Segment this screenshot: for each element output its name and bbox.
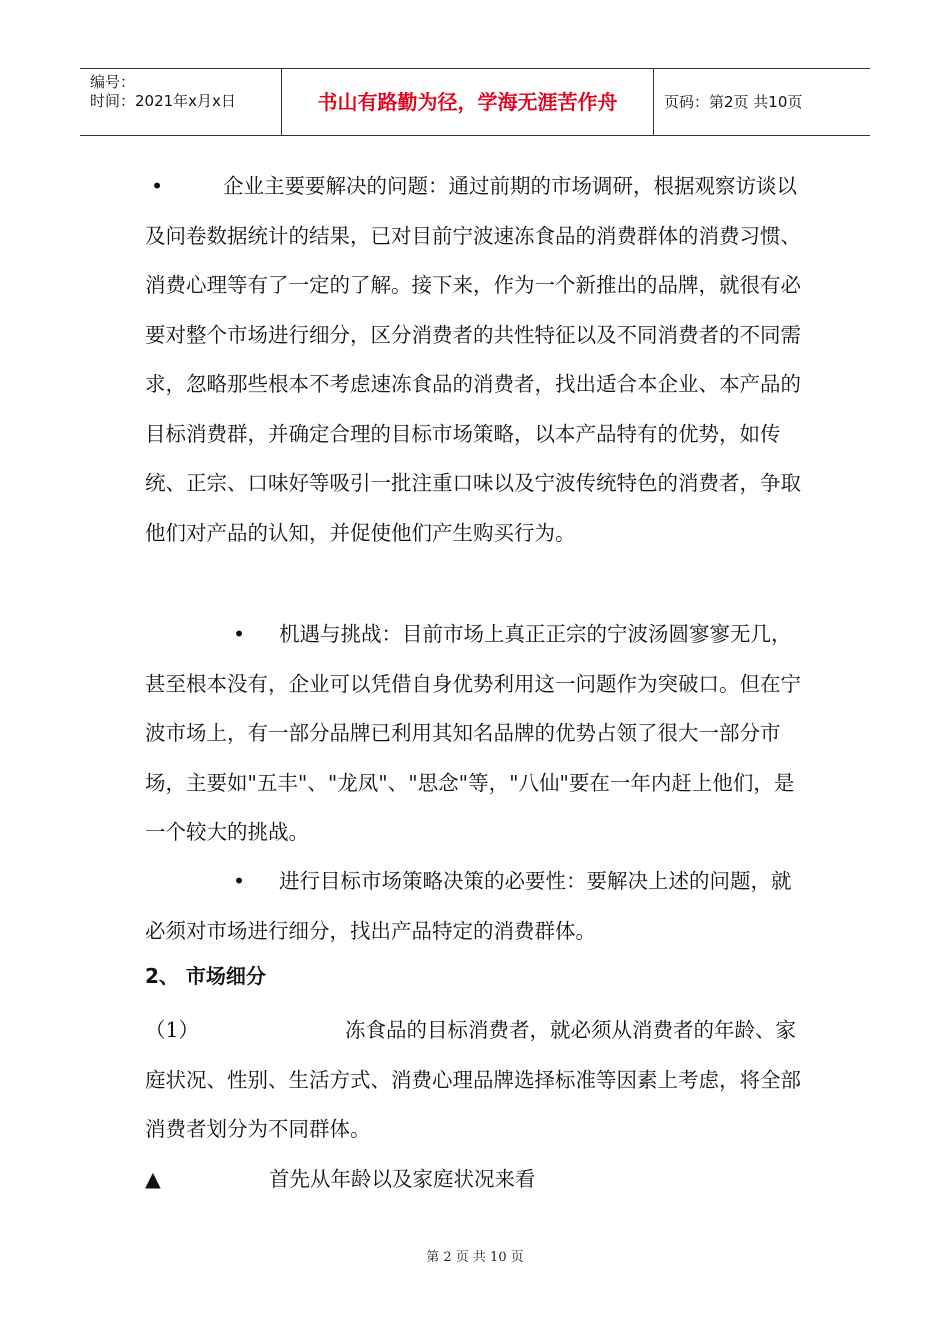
paragraph-problem-text: 企业主要要解决的问题：通过前期的市场调研，根据观察访谈以及问卷数据统计的结果，已对目前宁波速冻食品的消费群体的消费习惯、消费心理等有了一定的了解。接下来，作为一个新推出的品牌，就很有必要对整个市场进行细分，区分消费者的共性特征以及不同消费者的不同需求，忽略那些根本不考虑速冻食品的消费者，找出适合本企业、本产品的目标消费群，并确定合理的目标市场策略，以本产品特有的优势，如传统、正宗、口味好等吸引一批注重口味以及宁波传统特色的消费者，争取他们对产品的认知，并促使他们产生购买行为。	[145, 174, 801, 545]
paragraph-opportunity	[145, 610, 805, 858]
paragraph-segmentation	[145, 1006, 805, 1155]
paragraph-necessity	[145, 857, 805, 956]
header-page-info: 页码：第2页 共10页	[664, 93, 803, 111]
page-footer: 第 2 页 共 10 页	[426, 1250, 524, 1265]
code-label: 编号：	[90, 73, 136, 91]
header-meta	[80, 69, 282, 135]
bullet-icon: •	[233, 622, 246, 646]
paragraph-opportunity-text: 机遇与挑战：目前市场上真正正宗的宁波汤圆寥寥无几，甚至根本没有，企业可以凭借自身优势利用这一问题作为突破口。但在宁波市场上，有一部分品牌已利用其知名品牌的优势占领了很大一部分市场，主要如"五丰"、"龙凤"、"思念"等，"八仙"要在一年内赶上他们，是一个较大的挑战。	[145, 622, 801, 844]
paragraph-number: （1）	[145, 1018, 200, 1042]
paragraph-necessity-text: 进行目标市场策略决策的必要性：要解决上述的问题，就必须对市场进行细分，找出产品特定的消费群体。	[145, 869, 792, 943]
triangle-icon: ▲	[145, 1167, 161, 1191]
section-title: 2、 市场细分	[145, 964, 266, 988]
header-motto: 书山有路勤为径，学海无涯苦作舟	[282, 69, 654, 135]
paragraph-segmentation-text: 冻食品的目标消费者，就必须从消费者的年龄、家庭状况、性别、生活方式、消费心理品牌选择标准等因素上考虑，将全部消费者划分为不同群体。	[145, 1018, 801, 1141]
paragraph-age-text: 首先从年龄以及家庭状况来看	[269, 1167, 536, 1191]
paragraph-age	[145, 1155, 805, 1205]
date-label: 时间：2021年x月x日	[90, 92, 236, 110]
bullet-icon: •	[233, 869, 246, 893]
bullet-icon: •	[151, 174, 164, 198]
page-header	[80, 68, 870, 136]
paragraph-problem	[145, 162, 805, 558]
